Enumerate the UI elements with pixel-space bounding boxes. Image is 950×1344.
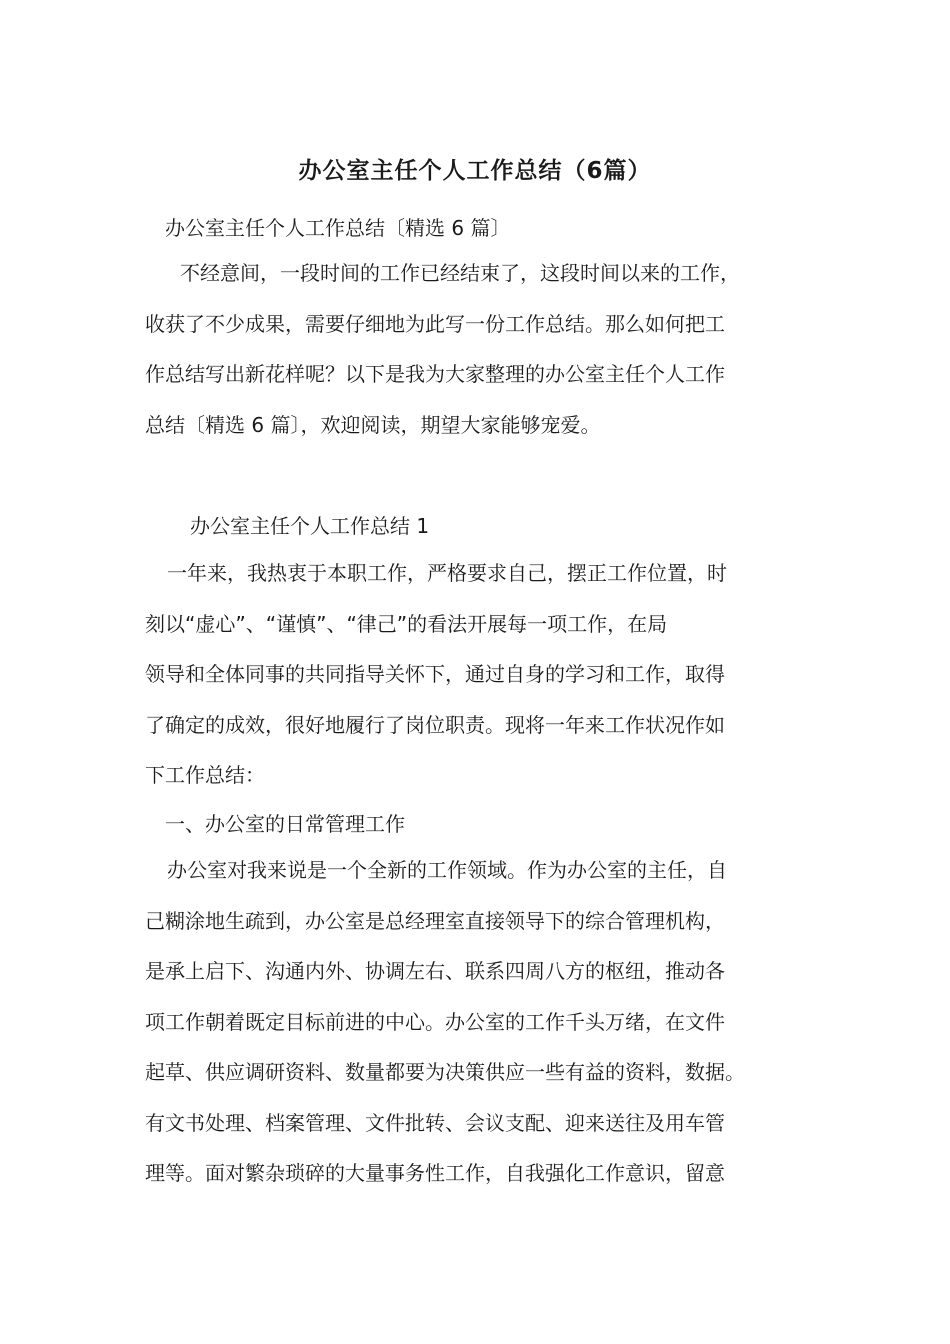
body-line: 是承上启下、沟通内外、协调左右、联系四周八方的枢纽，推动各 [145,959,725,983]
section-title: 办公室主任个人工作总结 1 [190,514,430,538]
body-line: 项工作朝着既定目标前进的中心。办公室的工作千头万绪，在文件 [145,1009,725,1034]
intro-line: 不经意间，一段时间的工作已经结束了，这段时间以来的工作， [180,261,740,285]
intro-line: 总结〔精选 6 篇〕，欢迎阅读，期望大家能够宠爱。 [145,412,601,437]
body-line: 有文书处理、档案管理、文件批转、会议支配、迎来送往及用车管 [145,1110,725,1135]
body-line: 己糊涂地生疏到，办公室是总经理室直接领导下的综合管理机构， [145,908,725,933]
body-paragraph-2 [145,845,825,1199]
section-heading: 一、办公室的日常管理工作 [165,812,405,836]
document-subtitle: 办公室主任个人工作总结〔精选 6 篇〕 [165,216,511,240]
body-line: 办公室对我来说是一个全新的工作领域。作为办公室的主任，自 [167,858,727,882]
document-title: 办公室主任个人工作总结（6篇） [298,158,652,184]
body-line: 起草、供应调研资料、数量都要为决策供应一些有益的资料，数据。 [145,1060,745,1084]
body-line: 领导和全体同事的共同指导关怀下，通过自身的学习和工作，取得 [145,662,725,686]
body-line: 刻以“虚心”、“谨慎”、“律己”的看法开展每一项工作，在局 [145,611,668,636]
body-line: 理等。面对繁杂琐碎的大量事务性工作，自我强化工作意识，留意 [145,1161,725,1185]
intro-line: 收获了不少成果，需要仔细地为此写一份工作总结。那么如何把工 [145,311,725,336]
body-line: 下工作总结： [145,763,265,787]
body-paragraph-1 [145,548,825,801]
intro-paragraph [145,248,825,450]
intro-line: 作总结写出新花样呢？以下是我为大家整理的办公室主任个人工作 [145,362,725,386]
body-line: 了确定的成效，很好地履行了岗位职责。现将一年来工作状况作如 [145,712,725,737]
body-line: 一年来，我热衷于本职工作，严格要求自己，摆正工作位置，时 [167,561,727,585]
